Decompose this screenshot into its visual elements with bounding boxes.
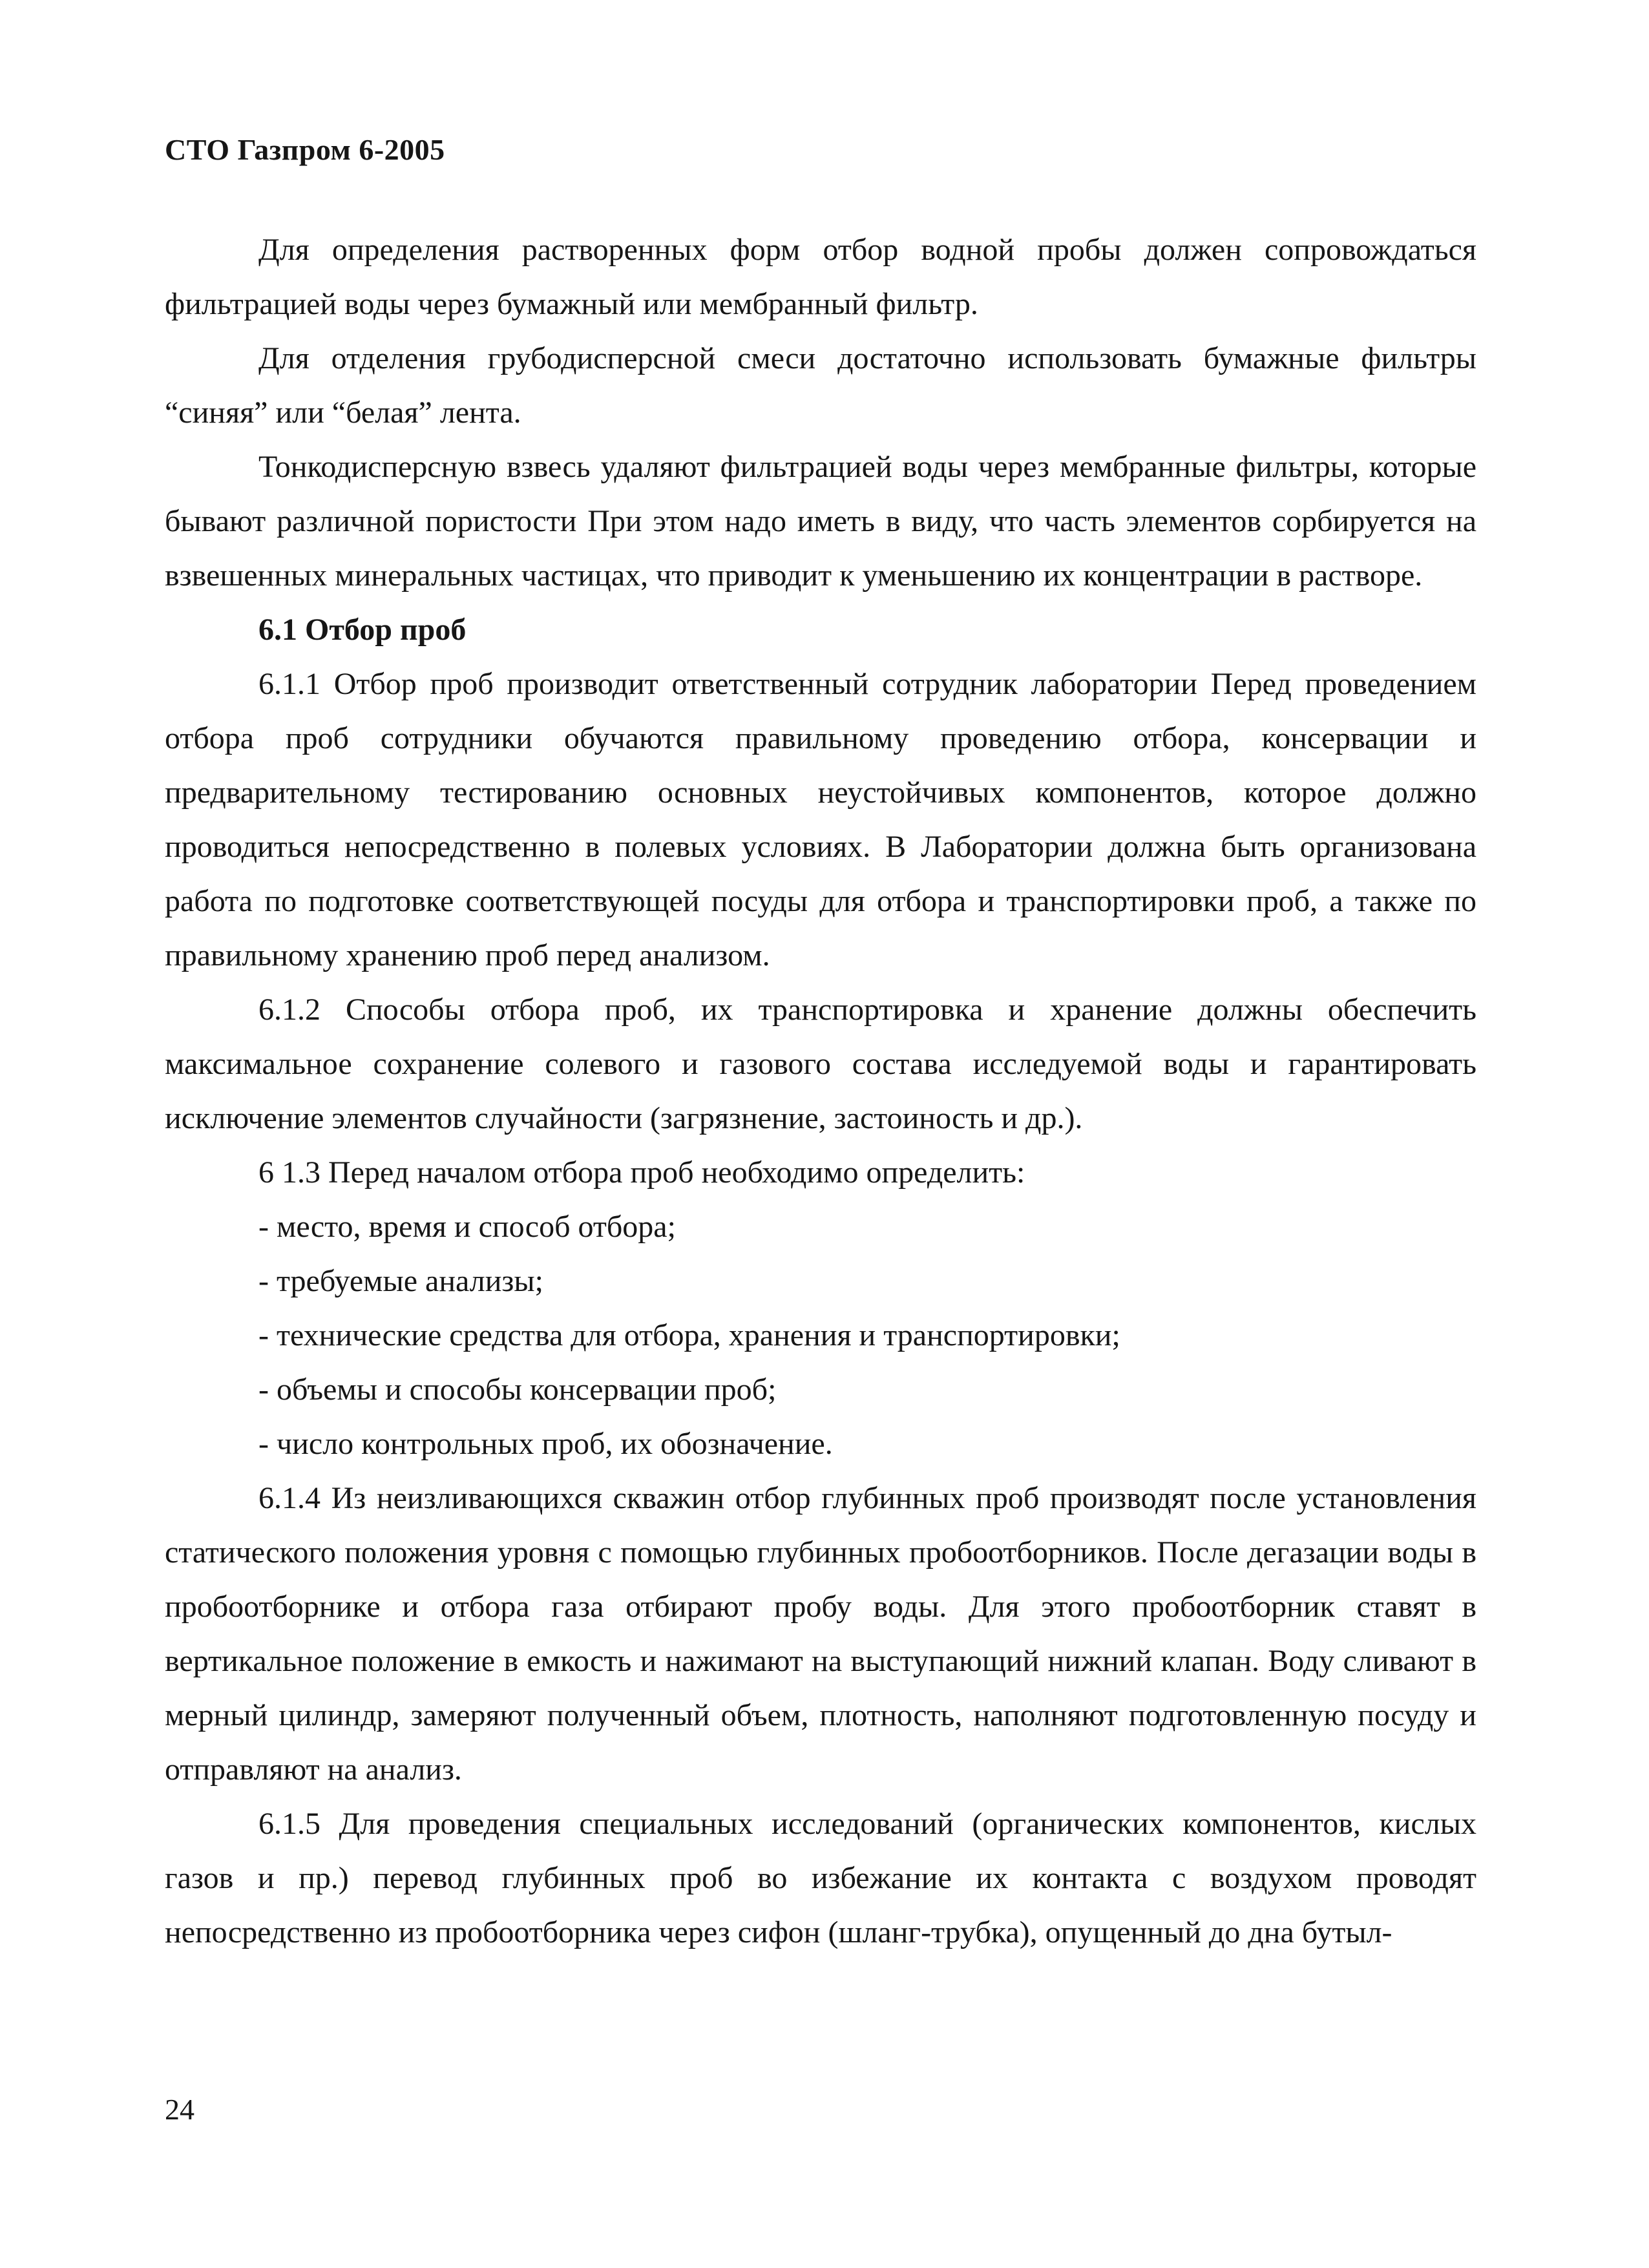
list-item: - технические средства для отбора, хранения и транспортировки; bbox=[258, 1318, 1120, 1352]
paragraph-6-1-4: 6.1.4 Из неизливающихся скважин отбор глубинных проб производят после установления статического положения уровня с помощью глубинных пробоотборников. После дегазации воды в пробоотборнике и отбора газа отбирают пробу воды. Для этого пробоотборник ставят в вертикальное положение в емкость и нажимают на выступающий нижний клапан. Воду сливают в мерный цилиндр, замеряют полученный объем, плотность, наполняют подготовленную посуду и отправляют на анализ. bbox=[165, 1481, 1476, 1787]
paragraph-6-1-5: 6.1.5 Для проведения специальных исследований (органических компонентов, кислых газов и пр.) перевод глубинных проб во избежание их контакта с воздухом проводят непосредственно из пробоотборника через сифон (шланг-трубка), опущенный до дна бутыл- bbox=[165, 1807, 1476, 1949]
section-heading: 6.1 Отбор проб bbox=[258, 613, 467, 647]
list-item: - требуемые анализы; bbox=[258, 1264, 543, 1298]
paragraph-dissolved-forms: Для определения растворенных форм отбор водной пробы должен сопровождаться фильтрацией воды через бумажный или мембранный фильтр. bbox=[165, 233, 1476, 321]
paragraph-6-1-3: 6 1.3 Перед началом отбора проб необходимо определить: bbox=[258, 1155, 1025, 1190]
paragraph-6-1-1: 6.1.1 Отбор проб производит ответственный сотрудник лаборатории Перед проведением отбора проб сотрудники обучаются правильному проведению отбора, консервации и предварительному тестированию основных неустойчивых компонентов, которое должно проводиться непосредственно в полевых условиях. В Лаборатории должна быть организована работа по подготовке соответствующей посуды для отбора и транспортировки проб, а также по правильному хранению проб перед анализом. bbox=[165, 667, 1476, 972]
paragraph-coarse-dispersed: Для отделения грубодисперсной смеси достаточно использовать бумажные фильтры “синяя” или “белая” лента. bbox=[165, 341, 1476, 430]
document-header: СТО Газпром 6-2005 bbox=[165, 133, 445, 166]
list-item: - место, время и способ отбора; bbox=[258, 1210, 676, 1244]
paragraph-6-1-2: 6.1.2 Способы отбора проб, их транспортировка и хранение должны обеспечить максимальное сохранение солевого и газового состава исследуемой воды и гарантировать исключение элементов случайности (загрязнение, застоиность и др.). bbox=[165, 992, 1476, 1135]
paragraph-fine-suspension: Тонкодисперсную взвесь удаляют фильтрацией воды через мембранные фильтры, которые бывают различной пористости При этом надо иметь в виду, что часть элементов сорбируется на взвешенных минеральных частицах, что приводит к уменьшению их концентрации в растворе. bbox=[165, 450, 1476, 593]
list-item: - число контрольных проб, их обозначение. bbox=[258, 1427, 833, 1461]
list-item: - объемы и способы консервации проб; bbox=[258, 1372, 777, 1407]
document-body bbox=[165, 223, 1476, 1960]
page-number: 24 bbox=[165, 2093, 194, 2126]
